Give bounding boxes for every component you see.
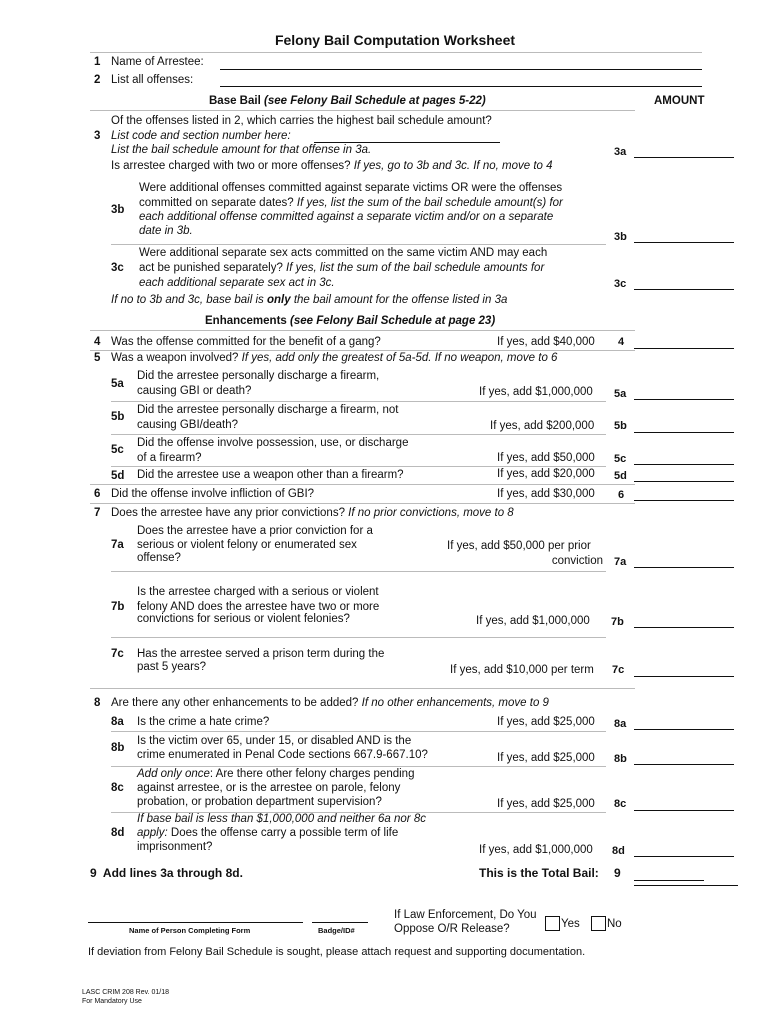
q8c-line2: against arrestee, or is the arrestee on parole, felony — [137, 782, 401, 794]
row-divider — [90, 350, 635, 351]
or-release-question-line2: Oppose O/R Release? — [394, 923, 510, 935]
row-number: 5c — [111, 444, 124, 456]
amount-5d-field[interactable] — [634, 481, 734, 482]
row-number: 8a — [111, 716, 124, 728]
offenses-field[interactable] — [220, 86, 702, 87]
q8d-amount: If yes, add $1,000,000 — [479, 844, 593, 856]
q6-text: Did the offense involve infliction of GBI? — [111, 488, 315, 500]
q8c-amount: If yes, add $25,000 — [497, 798, 595, 810]
q7b-line3: convictions for serious or violent felonies? — [137, 613, 350, 625]
q5c-line2: of a firearm? — [137, 452, 202, 464]
q8b-amount: If yes, add $25,000 — [497, 752, 595, 764]
q7a-line2: serious or violent felony or enumerated sex — [137, 539, 357, 551]
or-release-question-line1: If Law Enforcement, Do You — [394, 909, 537, 921]
base-bail-heading: Base Bail (see Felony Bail Schedule at pages 5-22) — [209, 95, 486, 107]
row-divider — [111, 401, 606, 402]
q3-line3: List the bail schedule amount for that offense in 3a. — [111, 144, 372, 156]
q8d-line1: If base bail is less than $1,000,000 and neither 6a nor 8c — [137, 813, 426, 825]
amount-8b-field[interactable] — [634, 764, 734, 765]
badge-id-field[interactable] — [312, 922, 368, 923]
code-8b: 8b — [614, 753, 627, 765]
section-divider — [90, 330, 635, 331]
q8b-line1: Is the victim over 65, under 15, or disabled AND is the — [137, 735, 412, 747]
q3c-line3: each additional separate sex act in 3c. — [139, 277, 335, 289]
code-5a: 5a — [614, 388, 627, 400]
q3-line1: Of the offenses listed in 2, which carries the highest bail schedule amount? — [111, 115, 492, 127]
row-divider — [111, 637, 606, 638]
code-7c: 7c — [612, 664, 625, 676]
code-6: 6 — [618, 489, 625, 501]
q5a-line2: causing GBI or death? — [137, 385, 252, 397]
code-5d: 5d — [614, 470, 627, 482]
q7a-line1: Does the arrestee have a prior conviction for a — [137, 525, 373, 537]
row-divider — [111, 466, 606, 467]
q8c-line3: probation, or probation department supervision? — [137, 796, 382, 808]
q5-text: Was a weapon involved? If yes, add only the greatest of 5a-5d. If no weapon, move to 6 — [111, 352, 558, 364]
q7c-amount: If yes, add $10,000 per term — [450, 664, 594, 676]
arrestee-name-label: Name of Arrestee: — [111, 56, 204, 68]
q4-text: Was the offense committed for the benefit of a gang? — [111, 336, 381, 348]
q7b-line2: felony AND does the arrestee have two or more — [137, 601, 380, 613]
q5a-amount: If yes, add $1,000,000 — [479, 386, 593, 398]
q3b-line4: date in 3b. — [139, 225, 193, 237]
amount-5a-field[interactable] — [634, 399, 734, 400]
total-instruction: 9 Add lines 3a through 8d. — [90, 866, 243, 880]
offenses-label: List all offenses: — [111, 74, 194, 86]
deviation-note: If deviation from Felony Bail Schedule is sought, please attach request and supporting documentation. — [88, 946, 586, 958]
code-3b: 3b — [614, 231, 627, 243]
code-9: 9 — [614, 866, 621, 880]
amount-8d-field[interactable] — [634, 856, 734, 857]
form-id: LASC CRIM 208 Rev. 01/18 — [82, 989, 170, 996]
row-number: 1 — [94, 56, 101, 68]
row-number: 6 — [94, 488, 101, 500]
q5b-line2: causing GBI/death? — [137, 419, 239, 431]
row-divider — [90, 688, 635, 689]
row-number: 8c — [111, 782, 124, 794]
row-divider — [90, 503, 635, 504]
q5d-text: Did the arrestee use a weapon other than a firearm? — [137, 469, 404, 481]
q5b-line1: Did the arrestee personally discharge a firearm, not — [137, 404, 399, 416]
no-label: No — [607, 918, 622, 930]
q3-followup: Is arrestee charged with two or more offenses? If yes, go to 3b and 3c. If no, move to 4 — [111, 160, 553, 172]
row-number: 8 — [94, 697, 101, 709]
row-number: 4 — [94, 336, 101, 348]
q3b-line1: Were additional offenses committed against separate victims OR were the offenses — [139, 182, 563, 194]
code-5c: 5c — [614, 453, 627, 465]
yes-checkbox[interactable] — [545, 916, 560, 931]
code-3c: 3c — [614, 278, 627, 290]
q7b-amount: If yes, add $1,000,000 — [476, 615, 590, 627]
row-number: 3 — [94, 130, 101, 142]
badge-id-label: Badge/ID# — [318, 926, 355, 935]
row-number: 5 — [94, 352, 101, 364]
amount-7a-field[interactable] — [634, 567, 734, 568]
total-bail-underline — [634, 885, 738, 886]
q5c-line1: Did the offense involve possession, use, or discharge — [137, 437, 409, 449]
row-number: 3c — [111, 262, 124, 274]
code-section-field[interactable] — [314, 142, 500, 143]
code-5b: 5b — [614, 420, 627, 432]
amount-3a-field[interactable] — [634, 157, 734, 158]
q3c-line1: Were additional separate sex acts committed on the same victim AND may each — [139, 247, 548, 259]
row-divider — [90, 484, 635, 485]
code-8c: 8c — [614, 798, 627, 810]
form-use: For Mandatory Use — [82, 998, 142, 1005]
row-divider — [111, 434, 606, 435]
q8c-line1: Add only once: Are there other felony charges pending — [137, 768, 415, 780]
title-divider — [90, 52, 702, 53]
code-8a: 8a — [614, 718, 627, 730]
yes-label: Yes — [561, 918, 580, 930]
amount-3c-field[interactable] — [634, 289, 734, 290]
arrestee-name-field[interactable] — [220, 69, 702, 70]
q6-amount: If yes, add $30,000 — [497, 488, 595, 500]
q7c-line2: past 5 years? — [137, 661, 207, 673]
row-number: 7a — [111, 539, 124, 551]
section-divider — [90, 110, 635, 111]
q4-amount: If yes, add $40,000 — [497, 336, 595, 348]
row-number: 8b — [111, 742, 125, 754]
base-bail-note: If no to 3b and 3c, base bail is only the bail amount for the offense listed in 3a — [111, 294, 508, 306]
total-label: This is the Total Bail: — [479, 866, 599, 880]
q7-text: Does the arrestee have any prior convictions? If no prior convictions, move to 8 — [111, 507, 514, 519]
row-divider — [111, 766, 606, 767]
row-number: 7c — [111, 648, 124, 660]
amount-5c-field[interactable] — [634, 464, 734, 465]
code-8d: 8d — [612, 845, 625, 857]
completer-name-field[interactable] — [88, 922, 303, 923]
q7a-amount: If yes, add $50,000 per prior — [447, 540, 591, 552]
q5b-amount: If yes, add $200,000 — [490, 420, 595, 432]
q3b-line3: each additional offense committed against a separate victim and/or on a separate — [139, 211, 554, 223]
row-number: 5d — [111, 470, 125, 482]
row-number: 2 — [94, 74, 101, 86]
code-7b: 7b — [611, 616, 624, 628]
row-number: 8d — [111, 827, 125, 839]
amount-7b-field[interactable] — [634, 627, 734, 628]
row-divider — [111, 244, 606, 245]
amount-4-field[interactable] — [634, 348, 734, 349]
amount-8c-field[interactable] — [634, 810, 734, 811]
row-number: 7b — [111, 601, 125, 613]
row-number: 3b — [111, 204, 125, 216]
amount-5b-field[interactable] — [634, 432, 734, 433]
amount-8a-field[interactable] — [634, 729, 734, 730]
amount-3b-field[interactable] — [634, 242, 734, 243]
code-3a: 3a — [614, 146, 627, 158]
row-divider — [111, 571, 606, 572]
q8a-text: Is the crime a hate crime? — [137, 716, 270, 728]
q3c-line2: act be punished separately? If yes, list the sum of the bail schedule amounts for — [139, 262, 545, 274]
q8a-amount: If yes, add $25,000 — [497, 716, 595, 728]
q3-line2: List code and section number here: — [111, 130, 291, 142]
q3b-line2: committed on separate dates? If yes, list the sum of the bail schedule amount(s) for — [139, 197, 563, 209]
code-7a: 7a — [614, 556, 627, 568]
code-4: 4 — [618, 336, 625, 348]
amount-7c-field[interactable] — [634, 676, 734, 677]
completer-name-label: Name of Person Completing Form — [129, 926, 251, 935]
row-number: 5b — [111, 411, 125, 423]
q5a-line1: Did the arrestee personally discharge a firearm, — [137, 370, 380, 382]
q7c-line1: Has the arrestee served a prison term during the — [137, 648, 385, 660]
amount-6-field[interactable] — [634, 500, 734, 501]
q8d-line3: imprisonment? — [137, 841, 213, 853]
row-divider — [111, 731, 606, 732]
q7b-line1: Is the arrestee charged with a serious or violent — [137, 586, 379, 598]
enhancements-heading: Enhancements (see Felony Bail Schedule at page 23) — [205, 315, 496, 327]
q7a-line3: offense? — [137, 552, 181, 564]
q8b-line2: crime enumerated in Penal Code sections 667.9-667.10? — [137, 749, 428, 761]
no-checkbox[interactable] — [591, 916, 606, 931]
q7a-amount-cont: conviction — [551, 555, 603, 567]
total-bail-field[interactable] — [634, 880, 704, 881]
q5c-amount: If yes, add $50,000 — [497, 452, 595, 464]
row-number: 5a — [111, 378, 124, 390]
q5d-amount: If yes, add $20,000 — [497, 468, 595, 480]
row-number: 7 — [94, 507, 101, 519]
amount-column-header: AMOUNT — [654, 95, 705, 107]
q8-text: Are there any other enhancements to be added? If no other enhancements, move to 9 — [111, 697, 549, 709]
q8d-line2: apply: Does the offense carry a possible term of life — [137, 827, 399, 839]
page-title: Felony Bail Computation Worksheet — [274, 32, 516, 48]
